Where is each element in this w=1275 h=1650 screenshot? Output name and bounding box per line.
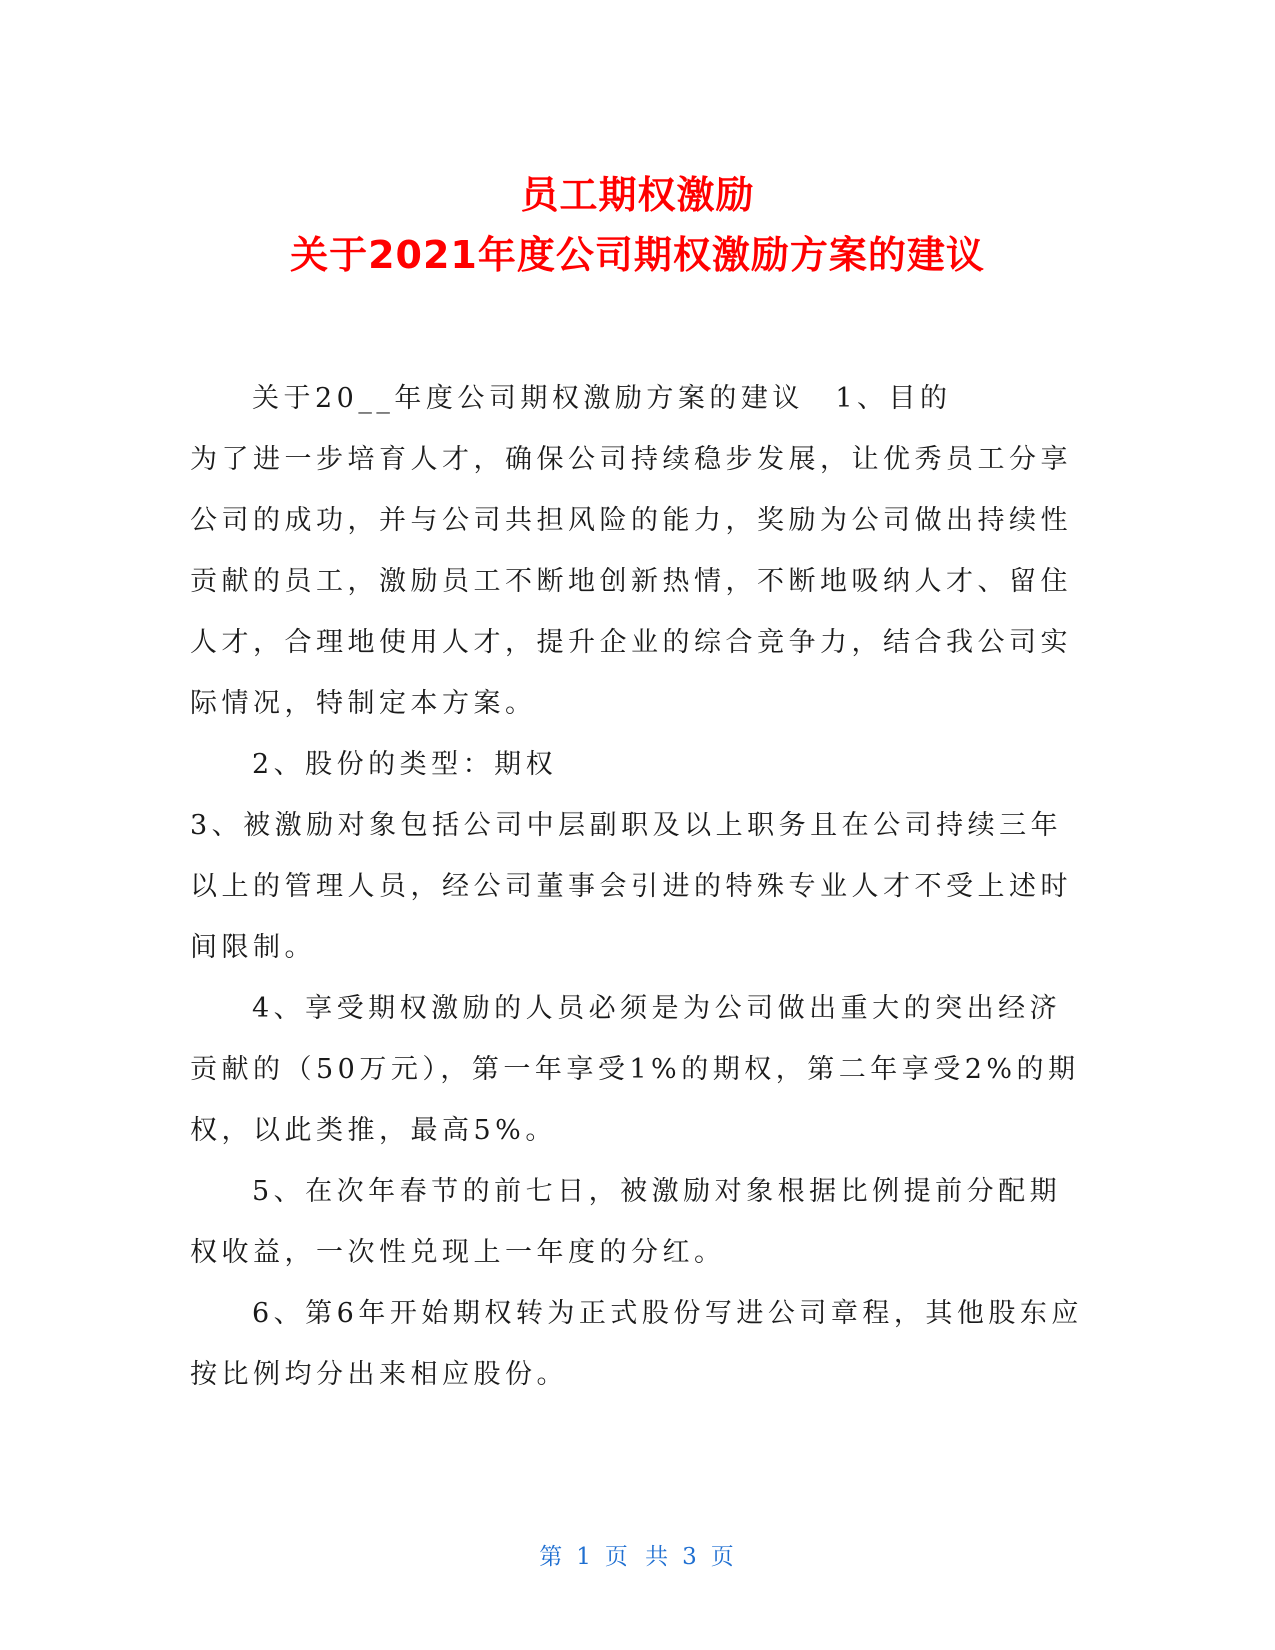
- footer-total-pages: 3: [682, 1544, 699, 1570]
- page-number-footer: [0, 1538, 1275, 1571]
- title-block: [0, 165, 1275, 285]
- document-body: [190, 368, 1090, 1405]
- paragraph-eligibility: 3、被激励对象包括公司中层副职及以上职务且在公司持续三年以上的管理人员，经公司董事会引进的特殊专业人才不受上述时间限制。: [190, 810, 1072, 963]
- paragraph-intro: 关于20__年度公司期权激励方案的建议 1、目的: [252, 383, 952, 414]
- footer-mid: 页 共: [604, 1544, 671, 1570]
- paragraph-requirements: 4、享受期权激励的人员必须是为公司做出重大的突出经济贡献的（50万元），第一年享受1%的期权，第二年享受2%的期权，以此类推，最高5%。: [190, 993, 1080, 1146]
- paragraph-distribution: 5、在次年春节的前七日，被激励对象根据比例提前分配期权收益，一次性兑现上一年度的分红。: [190, 1176, 1062, 1268]
- footer-current-page: 1: [576, 1544, 593, 1570]
- paragraph-conversion: 6、第6年开始期权转为正式股份写进公司章程，其他股东应按比例均分出来相应股份。: [190, 1298, 1083, 1390]
- page-subtitle: 关于2021年度公司期权激励方案的建议: [290, 233, 985, 277]
- paragraph-share-type: 2、股份的类型：期权: [252, 749, 558, 780]
- footer-suffix: 页: [710, 1544, 736, 1570]
- page-title: 员工期权激励: [520, 173, 755, 217]
- footer-prefix: 第: [539, 1544, 565, 1570]
- paragraph-purpose: 为了进一步培育人才，确保公司持续稳步发展，让优秀员工分享公司的成功，并与公司共担风险的能力，奖励为公司做出持续性贡献的员工，激励员工不断地创新热情，不断地吸纳人才、留住人才，合理地使用人才，提升企业的综合竞争力，结合我公司实际情况，特制定本方案。: [190, 444, 1072, 719]
